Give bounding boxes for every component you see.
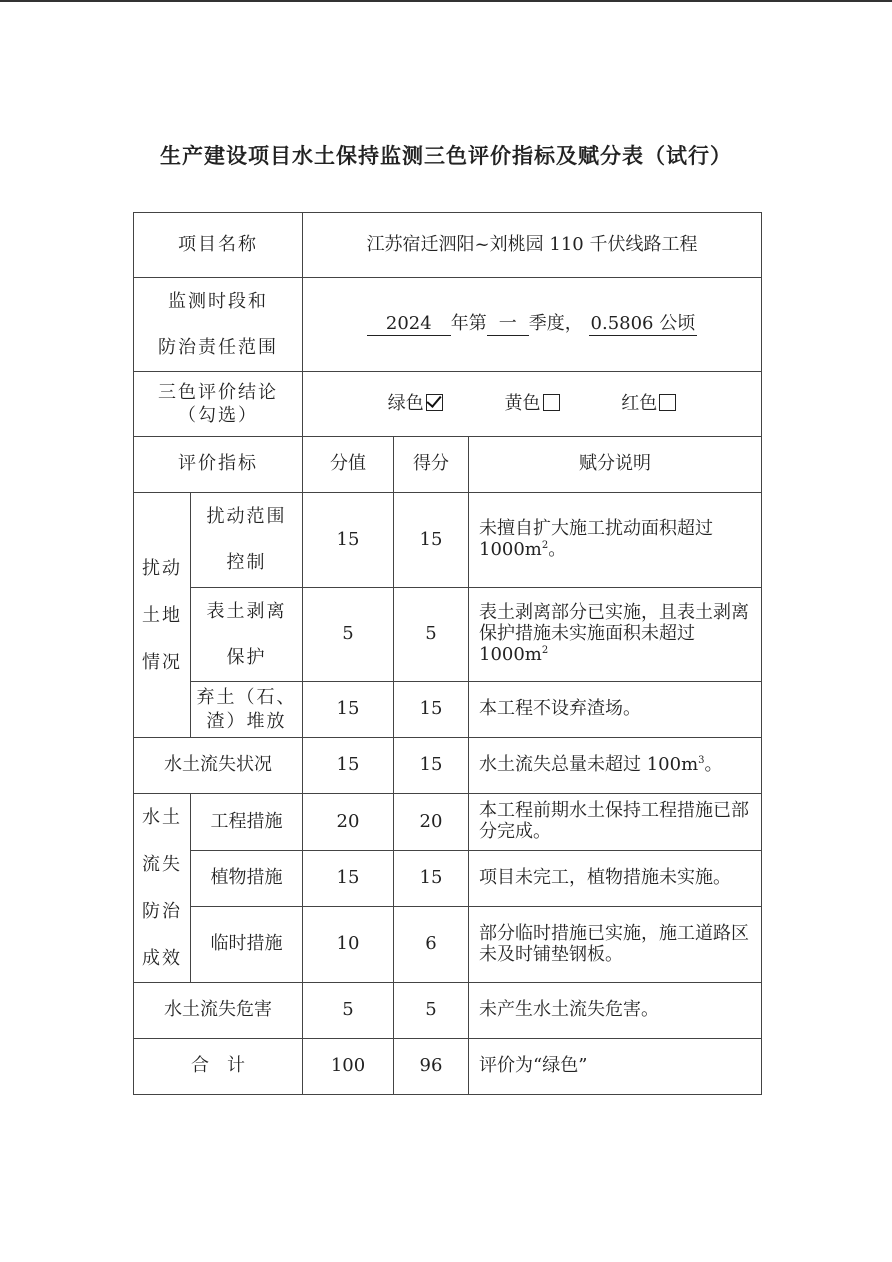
year-suffix: 年第 [450,313,487,335]
table-row [134,682,762,738]
total-got: 96 [394,1039,469,1095]
option-red[interactable] [621,393,676,414]
group-text: 成效 [142,948,182,969]
got: 5 [394,983,469,1039]
desc-tail: 。 [704,754,723,776]
group-disturb [134,493,191,738]
score: 15 [303,738,394,794]
description: 本工程不设弃渣场。 [469,682,762,738]
project-name: 江苏宿迁泗阳~刘桃园 110 千伏线路工程 [303,213,762,278]
got: 15 [394,493,469,588]
score: 5 [303,983,394,1039]
indicator-name: 工程措施 [191,794,303,851]
indicator-name [191,682,303,738]
option-yellow[interactable] [505,393,560,414]
period-label-line2: 防治责任范围 [158,336,278,358]
period-value [303,278,762,372]
indicator-line: 保护 [226,646,267,668]
indicator-name [191,588,303,682]
description: 部分临时措施已实施，施工道路区未及时铺垫钢板。 [469,907,762,983]
top-border [0,0,892,2]
quarter-field: 一 [487,313,529,336]
desc-sup: 2 [541,540,549,551]
project-label: 项目名称 [134,213,303,278]
desc-text: 表土剥离部分已实施，且表土剥离保护措施未实施面积未超过 1000m [479,602,749,665]
page-title: 生产建设项目水土保持监测三色评价指标及赋分表（试行） [160,143,732,168]
score: 15 [303,682,394,738]
checkbox-checked-icon[interactable] [426,394,443,411]
description: 本工程前期水土保持工程措施已部分完成。 [469,794,762,851]
desc-sup: 2 [541,644,549,656]
header-indicator: 评价指标 [134,437,303,493]
score: 15 [303,850,394,907]
header-got: 得分 [394,437,469,493]
description [469,738,762,794]
conclusion-label-line2: （勾选） [178,405,258,426]
header-row [134,437,762,493]
table-row [134,794,762,851]
group-text: 流失 [142,854,182,875]
group-text: 水土 [142,807,182,828]
area-unit: 公顷 [659,313,696,335]
score: 20 [303,794,394,851]
description: 项目未完工，植物措施未实施。 [469,850,762,907]
evaluation-table [133,212,762,1095]
total-score: 100 [303,1039,394,1095]
indicator-name: 植物措施 [191,850,303,907]
group-prevent [134,794,191,983]
period-label [134,278,303,372]
group-text: 土地 [142,604,182,626]
desc-sup: 3 [698,755,705,767]
checkbox-empty-icon[interactable] [659,394,676,411]
description: 未产生水土流失危害。 [469,983,762,1039]
got: 15 [394,738,469,794]
option-yellow-label: 黄色 [504,392,541,414]
project-row [134,213,762,278]
total-row [134,1039,762,1095]
table-row [134,983,762,1039]
table-row [134,850,762,907]
conclusion-label-line1: 三色评价结论 [158,381,278,403]
desc-tail: 。 [548,539,567,560]
table-row [134,907,762,983]
indicator-name: 水土流失状况 [134,738,303,794]
desc-text: 水土流失总量未超过 100m [479,754,699,776]
table-row [134,588,762,682]
table-row [134,738,762,794]
period-row [134,278,762,372]
area-field [589,313,698,336]
option-green[interactable] [388,393,443,414]
header-desc: 赋分说明 [469,437,762,493]
got: 15 [394,682,469,738]
conclusion-label [134,372,303,437]
got: 6 [394,907,469,983]
description [469,493,762,588]
period-label-line1: 监测时段和 [168,290,268,312]
option-red-label: 红色 [621,392,658,414]
group-text: 防治 [142,901,182,922]
total-description: 评价为“绿色” [469,1039,762,1095]
indicator-line: 表土剥离 [206,600,287,622]
header-score: 分值 [303,437,394,493]
option-green-label: 绿色 [387,392,424,414]
indicator-name: 临时措施 [191,907,303,983]
indicator-line: 扰动范围 [206,506,287,527]
got: 20 [394,794,469,851]
conclusion-row [134,372,762,437]
indicator-line: 渣）堆放 [206,710,287,732]
score: 10 [303,907,394,983]
group-text: 扰动 [142,557,182,579]
indicator-name: 水土流失危害 [134,983,303,1039]
checkbox-empty-icon[interactable] [543,394,560,411]
description [469,588,762,682]
got: 15 [394,850,469,907]
group-text: 情况 [142,651,182,673]
indicator-line: 控制 [226,552,267,573]
total-label: 合 计 [134,1039,303,1095]
indicator-name [191,493,303,588]
year-field: 2024 [367,313,451,336]
conclusion-options [303,372,762,437]
quarter-suffix: 季度， [528,313,583,335]
score: 15 [303,493,394,588]
got: 5 [394,588,469,682]
score: 5 [303,588,394,682]
table-row [134,493,762,588]
desc-text: 未擅自扩大施工扰动面积超过 1000m [479,518,713,560]
indicator-line: 弃土（石、 [196,687,297,709]
area-value: 0.5806 [590,313,654,335]
